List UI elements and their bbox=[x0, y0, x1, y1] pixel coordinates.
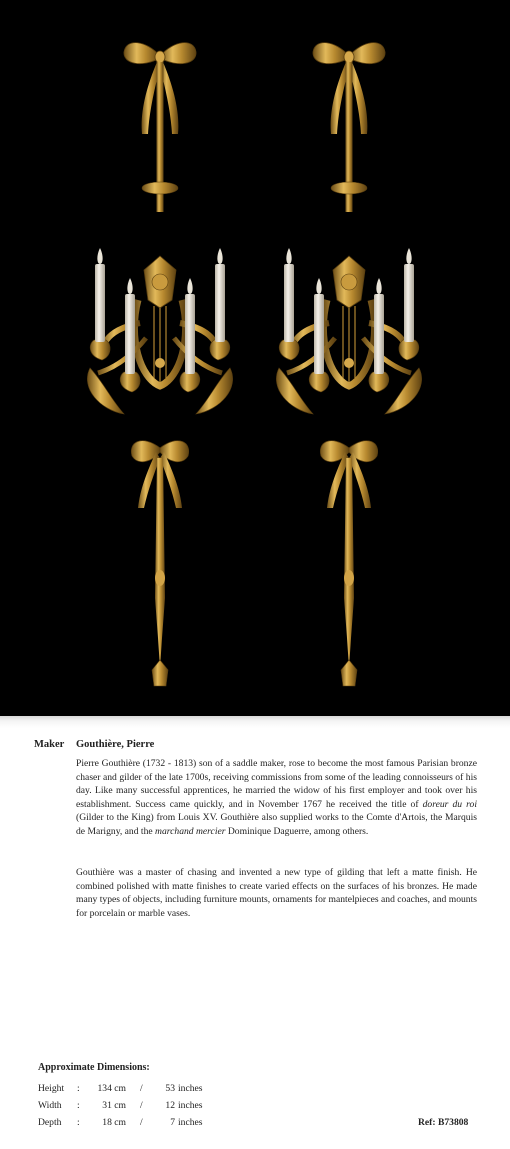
dimension-label: Depth bbox=[38, 1117, 62, 1128]
dimensions-title: Approximate Dimensions: bbox=[38, 1062, 150, 1073]
dimension-slash: / bbox=[140, 1117, 143, 1128]
dimension-inches-value: 7 bbox=[170, 1117, 175, 1128]
maker-name: Gouthière, Pierre bbox=[76, 739, 155, 750]
dimension-cm: 18 cm bbox=[102, 1117, 126, 1128]
biography-paragraph-2: Gouthière was a master of chasing and invented a new type of gilding that left a matte finish. He combined polished with matte finishes to create varied effects on the surfaces of his bronzes. He made many types of objects, including furniture mounts, ornaments for mantelpieces and coaches, and mounts for porcelain or marble vases. bbox=[76, 867, 477, 919]
dimension-inches-value: 53 bbox=[165, 1083, 175, 1094]
dimension-colon: : bbox=[77, 1117, 80, 1128]
left-sconce bbox=[87, 43, 232, 686]
maker-label: Maker bbox=[34, 739, 65, 750]
dimension-slash: / bbox=[140, 1083, 143, 1094]
dimension-inches-unit: inches bbox=[178, 1117, 203, 1128]
right-sconce bbox=[276, 43, 421, 686]
dimension-row-depth bbox=[38, 1117, 238, 1131]
dimension-row-height bbox=[38, 1083, 238, 1097]
dimension-cm: 31 cm bbox=[102, 1100, 126, 1111]
reference-number: Ref: B73808 bbox=[418, 1117, 469, 1128]
dimension-colon: : bbox=[77, 1083, 80, 1094]
dimension-inches-unit: inches bbox=[178, 1100, 203, 1111]
dimension-inches-unit: inches bbox=[178, 1083, 203, 1094]
dimension-cm: 134 cm bbox=[97, 1083, 126, 1094]
dimension-inches-value: 12 bbox=[165, 1100, 175, 1111]
dimension-colon: : bbox=[77, 1100, 80, 1111]
dimension-slash: / bbox=[140, 1100, 143, 1111]
dimension-label: Height bbox=[38, 1083, 65, 1094]
dimension-row-width bbox=[38, 1100, 238, 1114]
dimension-label: Width bbox=[38, 1100, 62, 1111]
biography-paragraph-1: Pierre Gouthière (1732 - 1813) son of a saddle maker, rose to become the most famous Parisian bronze chaser and gilder of the late 1700s, receiving commissions from some of the leading connoisseurs of his day. Like many successful apprentices, he married the widow of his first employer and took over his establishment. Success came quickly, and in November 1767 he received the title of doreur du roi (Gilder to the King) from Louis XV. Gouthière also supplied works to the Comte d'Artois, the Marquis de Marigny, and the marchand mercier Dominique Daguerre, among others. bbox=[76, 758, 477, 837]
section-divider bbox=[0, 716, 510, 728]
